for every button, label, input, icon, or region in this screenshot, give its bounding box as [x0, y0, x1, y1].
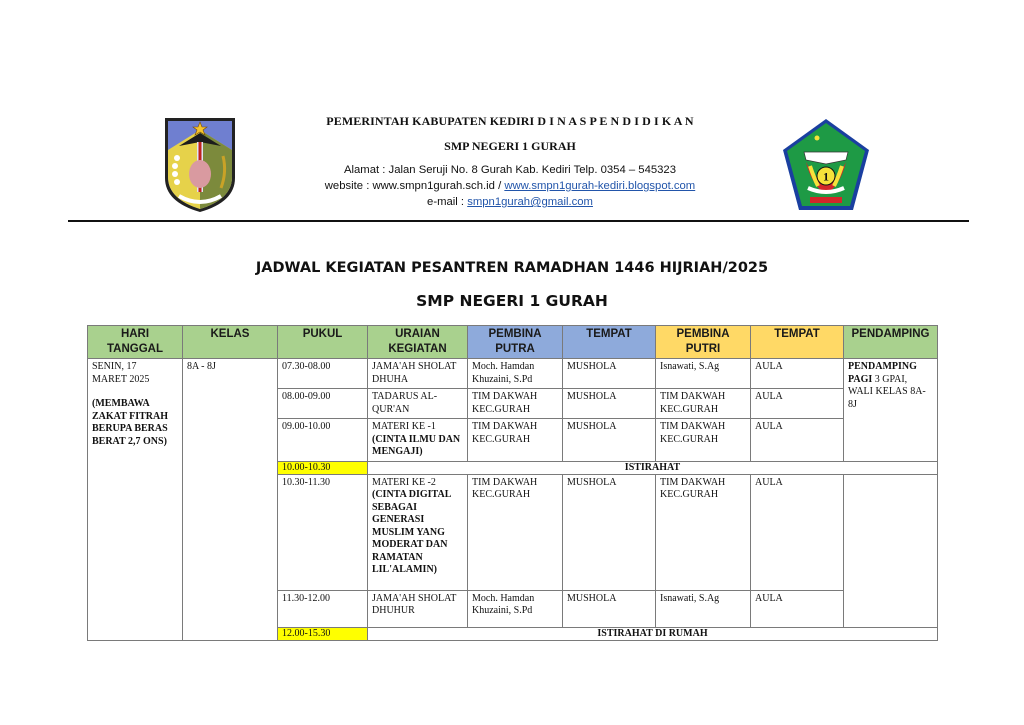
- cell-tempat-putra: MUSHOLA: [563, 590, 656, 627]
- document-subtitle: SMP NEGERI 1 GURAH: [416, 292, 608, 310]
- cell-pembina-putra: Moch. Hamdan Khuzaini, S.Pd: [468, 590, 563, 627]
- table-header-row: [88, 326, 938, 359]
- header-pendamping: PENDAMPING: [844, 326, 938, 359]
- header-tempat-putra: TEMPAT: [563, 326, 656, 359]
- email-link[interactable]: smpn1gurah@gmail.com: [467, 196, 593, 208]
- day-note: (MEMBAWA ZAKAT FITRAH BERUPA BERAS BERAT 2,7 ONS): [92, 398, 169, 447]
- cell-pembina-putri: TIM DAKWAH KEC.GURAH: [656, 419, 751, 462]
- cell-uraian: TADARUS AL-QUR'AN: [368, 389, 468, 419]
- header-pembina-putra: PEMBINA PUTRA: [468, 326, 563, 359]
- cell-pembina-putra: Moch. Hamdan Khuzaini, S.Pd: [468, 359, 563, 389]
- header-pukul: PUKUL: [278, 326, 368, 359]
- cell-tempat-putri: AULA: [751, 389, 844, 419]
- schedule-table: [87, 325, 938, 641]
- website-prefix: website : www.smpn1gurah.sch.id /: [324, 180, 505, 192]
- table-row: [88, 359, 938, 389]
- cell-pukul: 10.30-11.30: [278, 474, 368, 590]
- cell-uraian: MATERI KE -1 (CINTA ILMU DAN MENGAJI): [368, 419, 468, 462]
- letterhead-website: [260, 178, 760, 194]
- header-pembina-putri: PEMBINA PUTRI: [656, 326, 751, 359]
- cell-pukul: 07.30-08.00: [278, 359, 368, 389]
- email-prefix: e-mail :: [427, 196, 468, 208]
- cell-tempat-putri: AULA: [751, 474, 844, 590]
- cell-uraian: MATERI KE -2 (CINTA DIGITAL SEBAGAI GENERASI MUSLIM YANG MODERAT DAN RAMATAN LIL'ALAMIN): [368, 474, 468, 590]
- cell-tempat-putri: AULA: [751, 359, 844, 389]
- cell-uraian: JAMA'AH SHOLAT DHUHA: [368, 359, 468, 389]
- cell-break: ISTIRAHAT: [368, 461, 938, 474]
- letterhead-address: Alamat : Jalan Seruji No. 8 Gurah Kab. Kediri Telp. 0354 – 545323: [343, 164, 676, 176]
- cell-pendamping-empty: [844, 474, 938, 627]
- cell-pukul: 11.30-12.00: [278, 590, 368, 627]
- cell-tempat-putra: MUSHOLA: [563, 419, 656, 462]
- kabupaten-kediri-emblem: [161, 116, 239, 214]
- letterhead-school: SMP NEGERI 1 GURAH: [444, 139, 576, 153]
- cell-pukul: 08.00-09.00: [278, 389, 368, 419]
- cell-break: ISTIRAHAT DI RUMAH: [368, 627, 938, 640]
- cell-pembina-putri: Isnawati, S.Ag: [656, 359, 751, 389]
- header-tempat-putri: TEMPAT: [751, 326, 844, 359]
- cell-pembina-putri: TIM DAKWAH KEC.GURAH: [656, 389, 751, 419]
- cell-pendamping: PENDAMPING PAGI 3 GPAI, WALI KELAS 8A-8J: [844, 359, 938, 462]
- cell-tempat-putra: MUSHOLA: [563, 474, 656, 590]
- cell-kelas: 8A - 8J: [183, 359, 278, 641]
- header-hari-tanggal: HARI TANGGAL: [88, 326, 183, 359]
- letterhead-divider: [68, 220, 969, 222]
- cell-hari-tanggal: SENIN, 17 MARET 2025 (MEMBAWA ZAKAT FITRAH BERUPA BERAS BERAT 2,7 ONS): [88, 359, 183, 641]
- letterhead-email: [260, 194, 760, 210]
- cell-uraian: JAMA'AH SHOLAT DHUHUR: [368, 590, 468, 627]
- cell-pembina-putri: TIM DAKWAH KEC.GURAH: [656, 474, 751, 590]
- cell-tempat-putra: MUSHOLA: [563, 359, 656, 389]
- cell-pembina-putri: Isnawati, S.Ag: [656, 590, 751, 627]
- letterhead-agency: PEMERINTAH KABUPATEN KEDIRI D I N A S P E N D I D I K A N: [326, 114, 694, 128]
- cell-pembina-putra: TIM DAKWAH KEC.GURAH: [468, 419, 563, 462]
- cell-pukul: 10.00-10.30: [278, 461, 368, 474]
- cell-pembina-putra: TIM DAKWAH KEC.GURAH: [468, 474, 563, 590]
- cell-pukul: 09.00-10.00: [278, 419, 368, 462]
- cell-tempat-putra: MUSHOLA: [563, 389, 656, 419]
- smpn1-gurah-emblem: [780, 116, 872, 216]
- document-title: JADWAL KEGIATAN PESANTREN RAMADHAN 1446 HIJRIAH/2025: [255, 260, 769, 276]
- header-kelas: KELAS: [183, 326, 278, 359]
- header-uraian-kegiatan: URAIAN KEGIATAN: [368, 326, 468, 359]
- blog-link[interactable]: www.smpn1gurah-kediri.blogspot.com: [504, 180, 696, 192]
- cell-pukul: 12.00-15.30: [278, 627, 368, 640]
- letterhead: [260, 112, 760, 210]
- cell-tempat-putri: AULA: [751, 590, 844, 627]
- emblem-number: 1: [823, 169, 829, 184]
- cell-pembina-putra: TIM DAKWAH KEC.GURAH: [468, 389, 563, 419]
- cell-tempat-putri: AULA: [751, 419, 844, 462]
